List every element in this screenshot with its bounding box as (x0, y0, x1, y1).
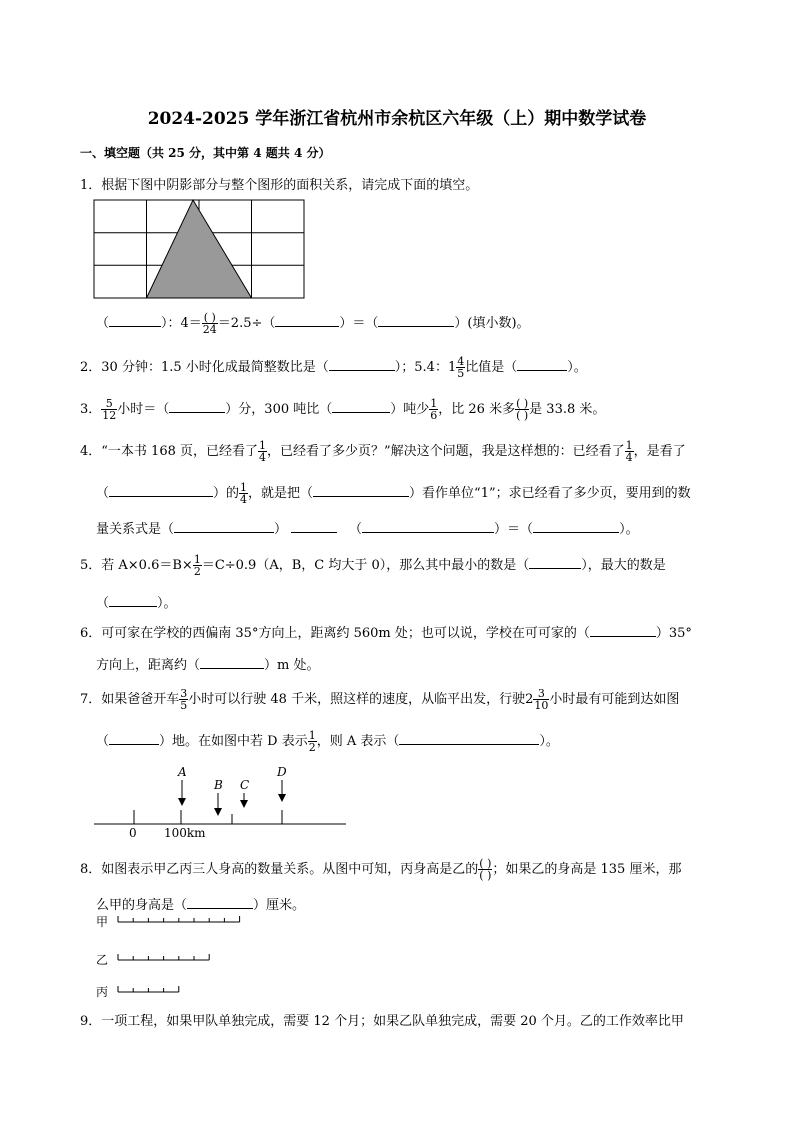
label-c: C (240, 778, 250, 792)
q2-text-a: 2．30 分钟：1.5 小时化成最简整数比是（ (80, 360, 329, 375)
q3-fraction-3: ( ) ( ) (516, 397, 529, 422)
label-b: B (214, 778, 223, 792)
q4-fraction-3: $\frac{1}{4}$ (240, 481, 248, 506)
q3-blank-2[interactable] (332, 400, 390, 413)
q2-text-d: ）。 (567, 360, 587, 375)
q6-blank-2[interactable] (200, 656, 264, 669)
label-d: D (277, 765, 287, 779)
q2-blank-2[interactable] (517, 358, 567, 371)
q4-blank-4[interactable] (291, 520, 337, 533)
bar-label-0: 甲 (96, 915, 109, 929)
q1-grid-figure (92, 198, 307, 302)
arrow-a (177, 765, 187, 806)
q2-blank-1[interactable] (329, 358, 395, 371)
bar-label-1: 乙 (96, 953, 109, 967)
arrow-b (213, 778, 223, 816)
tick-label-100km: 100km (164, 826, 206, 840)
question-5-line-2: （ ）。 (96, 596, 177, 611)
q1-blank-2[interactable] (275, 314, 339, 327)
q2-text-c: 比值是（ (465, 360, 518, 375)
question-4-line-2: （ ）的 $\frac{1}{4}$ ，就是把（ ）看作单位“1”；求已经看了多少页，要用到的数 (96, 481, 691, 506)
question-9: 9．一项工程，如果甲队单独完成，需要 12 个月；如果乙队单独完成，需要 20 个月。乙的工作效率比甲 (80, 1014, 684, 1029)
question-1-stem: 1．根据下图中阴影部分与整个图形的面积关系，请完成下面的填空。 (80, 178, 479, 193)
q1-text-d: ＝2.5÷（ (217, 316, 276, 331)
question-5-line-1: 5．若 A×0.6＝B× $\frac{1}{2}$ ＝C÷0.9（A，B，C 均大于 0），那么其中最小的数是（ ），最大的数是 (80, 553, 666, 578)
question-6-line-2: 方向上，距离约（ ）m 处。 (96, 658, 320, 673)
q7-number-line (92, 762, 352, 842)
question-3: 3． $\frac{5}{12}$ 小时＝（ ）分，300 吨比（ ）吨少 $\frac{1}{6}$ ，比 26 米多 ( ) ( ) 是 33.8 米。 (80, 397, 606, 422)
q1-blank-3[interactable] (378, 314, 454, 327)
q2-text-b: ）；5.4：1 (394, 360, 457, 375)
question-7-line-2: （ ）地。在如图中若 D 表示 $\frac{1}{2}$ ，则 A 表示（ ）。 (96, 729, 559, 754)
q3-blank-1[interactable] (169, 400, 225, 413)
question-4-line-1: 4．“一本书 168 页，已经看了 $\frac{1}{4}$ ，已经看了多少页？”解决这个问题，我是这样想的：已经看了 $\frac{1}{4}$ ，是看了 (80, 439, 686, 464)
q8-bar-diagram (92, 908, 292, 1004)
q2-fraction: $\frac{4}{5}$ (457, 355, 465, 380)
q7-fraction-2: $\frac{3}{10}$ (534, 687, 549, 712)
q4-fraction-2: $\frac{1}{4}$ (625, 439, 633, 464)
shaded-triangle (147, 200, 252, 298)
arrow-d (276, 765, 287, 802)
q3-fraction-2: $\frac{1}{6}$ (430, 397, 438, 422)
q6-blank-1[interactable] (590, 624, 656, 637)
q5-fraction: $\frac{1}{2}$ (193, 553, 201, 578)
q1-text-b: ）：4＝ (161, 316, 202, 331)
q3-text-b: ）分，300 吨比（ (225, 402, 333, 417)
q1-blank-1[interactable] (109, 314, 161, 327)
question-2 (80, 356, 587, 379)
q5-blank-1[interactable] (529, 556, 581, 569)
q8-fraction: ( ) ( ) (479, 857, 492, 882)
q4-blank-3[interactable] (174, 520, 274, 533)
q4-blank-1[interactable] (109, 484, 213, 497)
q5-blank-2[interactable] (109, 594, 157, 607)
q3-text-e: 是 33.8 米。 (529, 402, 606, 417)
question-4-line-3: 量关系式是（ ） （ ）＝（ ）。 (96, 522, 639, 537)
question-8-line-2: 么甲的身高是（ ）厘米。 (96, 898, 306, 913)
arrow-c (240, 778, 249, 808)
label-a: A (178, 765, 187, 779)
question-7-line-1: 7．如果爸爸开车 $\frac{3}{5}$ 小时可以行驶 48 千米，照这样的速度，从临平出发，行驶2 $\frac{3}{10}$ 小时最有可能到达如图 (80, 687, 680, 712)
question-6-line-1: 6．可可家在学校的西偏南 35°方向上，距离约 560m 处；也可以说，学校在可可家的（ ）35° (80, 626, 692, 641)
q4-fraction-1: $\frac{1}{4}$ (259, 439, 266, 464)
q7-fraction-1: $\frac{3}{5}$ (180, 687, 188, 712)
q4-blank-2[interactable] (313, 484, 409, 497)
q1-text-f: ）(填小数)。 (454, 316, 530, 331)
q3-text-a: 小时＝（ (117, 402, 170, 417)
q7-fraction-3: $\frac{1}{2}$ (308, 729, 316, 754)
q1-text-e: ）＝（ (339, 316, 379, 331)
question-1-fill (96, 312, 530, 335)
section-heading: 一、填空题（共 25 分，其中第 4 题共 4 分） (80, 146, 331, 160)
q1-fraction: ( ) 24 (202, 311, 217, 336)
question-8-line-1: 8．如图表示甲乙丙三人身高的数量关系。从图中可知，丙身高是乙的 ( ) ( ) ；如果乙的身高是 135 厘米，那 (80, 857, 682, 882)
q7-blank-2[interactable] (399, 732, 539, 745)
q4-blank-6[interactable] (533, 520, 619, 533)
q3-text-c: ）吨少 (390, 402, 430, 417)
tick-label-0: 0 (129, 826, 137, 840)
q7-blank-1[interactable] (109, 732, 159, 745)
exam-title: 2024-2025 学年浙江省杭州市余杭区六年级（上）期中数学试卷 (147, 109, 647, 129)
q3-text-d: ，比 26 米多 (438, 402, 516, 417)
bar-label-2: 丙 (96, 985, 109, 999)
q4-blank-5[interactable] (362, 520, 494, 533)
q1-text-a: （ (96, 316, 110, 331)
q3-fraction-1: $\frac{5}{12}$ (102, 397, 117, 422)
